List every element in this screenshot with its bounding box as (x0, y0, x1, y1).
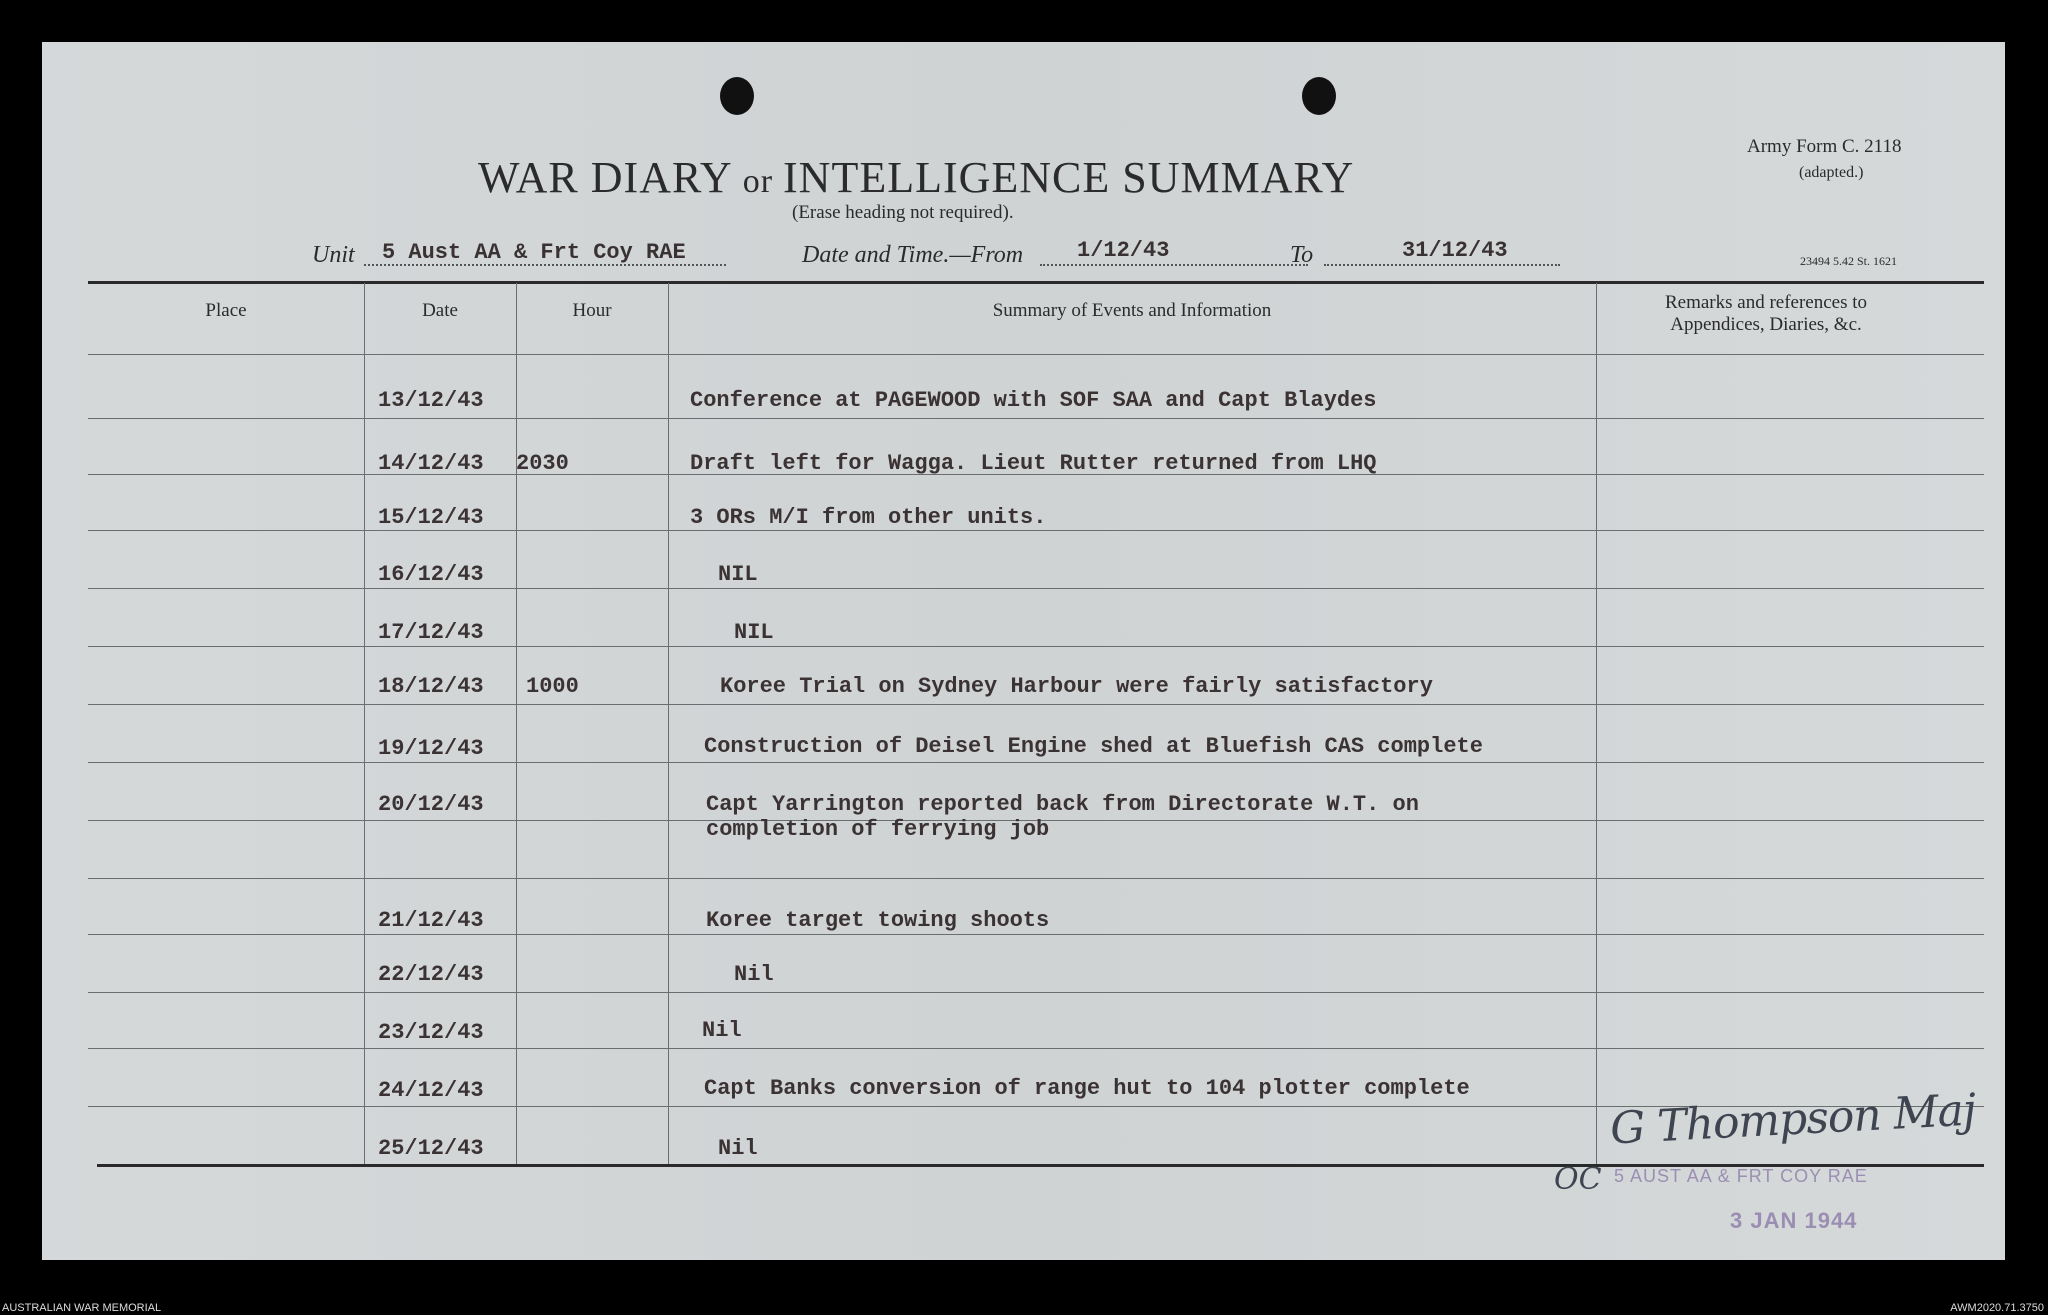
document-sheet (42, 42, 2005, 1260)
row-line (88, 530, 1984, 531)
entry-summary: NIL (734, 620, 774, 645)
col-header-remarks-1: Remarks and references to (1664, 292, 1868, 313)
entry-summary: Koree target towing shoots (706, 908, 1050, 933)
col-header-remarks-2: Appendices, Diaries, &c. (1670, 314, 1862, 335)
entry-date: 16/12/43 (378, 562, 484, 587)
to-value: 31/12/43 (1402, 238, 1508, 263)
row-line (88, 1048, 1984, 1049)
army-form-number: Army Form C. 2118 (1747, 136, 1902, 157)
row-line (88, 878, 1984, 879)
entry-summary: Nil (718, 1136, 758, 1161)
entry-summary: Nil (702, 1018, 742, 1043)
form-title (478, 152, 1354, 203)
entry-date: 25/12/43 (378, 1136, 484, 1161)
col-divider-place (364, 283, 365, 1164)
entry-date: 18/12/43 (378, 674, 484, 699)
entry-date: 13/12/43 (378, 388, 484, 413)
entry-date: 17/12/43 (378, 620, 484, 645)
table-top-border (88, 281, 1984, 284)
row-line (88, 704, 1984, 705)
punch-hole-right (1302, 77, 1336, 115)
entry-date: 24/12/43 (378, 1078, 484, 1103)
row-line (88, 992, 1984, 993)
form-subtitle: (Erase heading not required). (792, 202, 1014, 223)
unit-label: Unit (312, 242, 355, 268)
entry-date: 22/12/43 (378, 962, 484, 987)
signature: G Thompson Maj (1608, 1084, 1977, 1155)
army-form-adapted: (adapted.) (1799, 164, 1864, 181)
title-or: or (742, 163, 774, 200)
entry-summary: NIL (718, 562, 758, 587)
row-line (88, 418, 1984, 419)
entry-date: 14/12/43 (378, 451, 484, 476)
to-dotline (1324, 264, 1560, 266)
unit-stamp: 5 AUST AA & FRT COY RAE (1614, 1166, 1868, 1186)
row-line (88, 762, 1984, 763)
col-header-hour: Hour (572, 300, 612, 321)
entry-date: 20/12/43 (378, 792, 484, 817)
title-intelligence-summary: INTELLIGENCE SUMMARY (783, 153, 1355, 202)
entry-summary: Conference at PAGEWOOD with SOF SAA and Capt Blaydes (690, 388, 1377, 413)
title-war-diary: WAR DIARY (478, 153, 733, 202)
entry-summary: Capt Banks conversion of range hut to 104 plotter complete (704, 1076, 1470, 1101)
row-line (88, 354, 1984, 355)
signature-oc: OC (1554, 1162, 1602, 1197)
entry-summary: Koree Trial on Sydney Harbour were fairly satisfactory (720, 674, 1433, 699)
date-stamp: 3 JAN 1944 (1730, 1208, 1858, 1233)
col-header-summary: Summary of Events and Information (992, 300, 1272, 321)
col-header-date: Date (422, 300, 458, 321)
row-line (88, 934, 1984, 935)
entry-summary: Draft left for Wagga. Lieut Rutter returned from LHQ (690, 451, 1377, 476)
from-value: 1/12/43 (1077, 238, 1170, 263)
col-divider-summary (1596, 283, 1597, 1164)
entry-date: 15/12/43 (378, 505, 484, 530)
col-header-place: Place (205, 300, 247, 321)
date-time-label: Date and Time.—From (802, 242, 1024, 268)
row-line (88, 588, 1984, 589)
entry-date: 23/12/43 (378, 1020, 484, 1045)
entry-hour: 1000 (526, 674, 579, 699)
from-dotline (1040, 264, 1308, 266)
entry-date: 21/12/43 (378, 908, 484, 933)
entry-summary: Nil (734, 962, 774, 987)
entry-date: 19/12/43 (378, 736, 484, 761)
entry-summary: 3 ORs M/I from other units. (690, 505, 1047, 530)
footer-right: AWM2020.71.3750 (1950, 1302, 2044, 1314)
to-label: To (1290, 242, 1314, 268)
col-divider-date (516, 283, 517, 1164)
entry-summary: Capt Yarrington reported back from Directorate W.T. on (706, 792, 1419, 817)
col-divider-hour (668, 283, 669, 1164)
entry-summary-continued: completion of ferrying job (706, 817, 1050, 842)
row-line (88, 646, 1984, 647)
footer-left: AUSTRALIAN WAR MEMORIAL (2, 1302, 162, 1314)
entry-summary: Construction of Deisel Engine shed at Bluefish CAS complete (704, 734, 1483, 759)
entry-hour: 2030 (516, 451, 569, 476)
punch-hole-left (720, 77, 754, 115)
unit-value: 5 Aust AA & Frt Coy RAE (382, 240, 686, 265)
print-code: 23494 5.42 St. 1621 (1800, 254, 1898, 268)
